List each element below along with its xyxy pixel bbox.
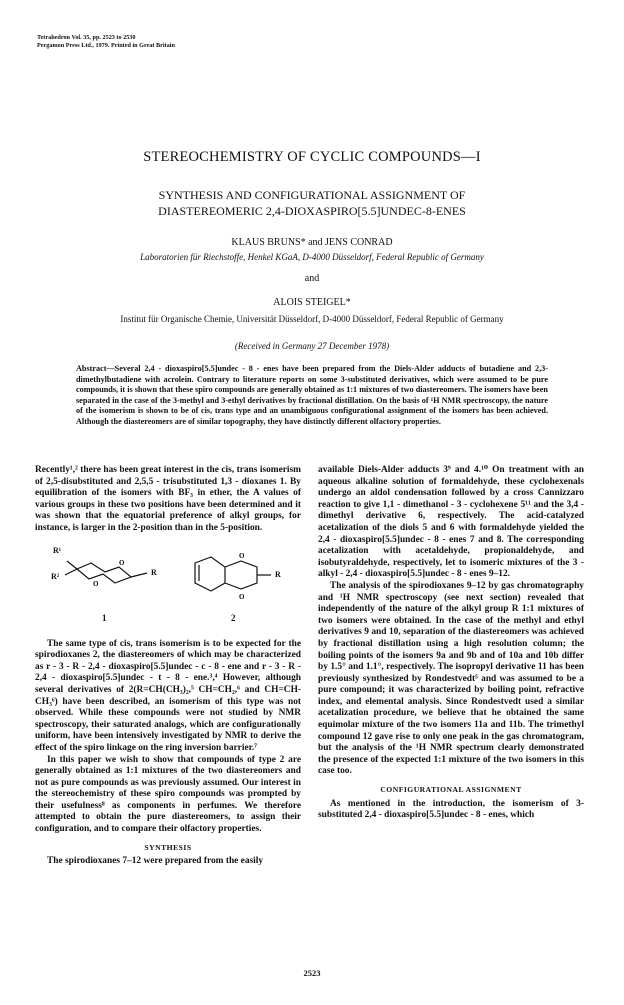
- publisher-line: Pergamon Press Ltd., 1979. Printed in Great Britain: [37, 41, 175, 49]
- structure-1-oxygen-b: O: [119, 558, 125, 567]
- structure-1-number: 1: [102, 612, 107, 623]
- left-paragraph-3: In this paper we wish to show that compounds of type 2 are generally obtained as 1:1 mixtures of the two diastereomers and not as pure compounds as was previously assumed. Our interest in the stereochemistry of these spiro compounds was prompted by their usefulness⁸ as components in perfumes. We therefore attempted to obtain the pure diastereomers, to assign their configuration, and to compare their olfactory properties.: [35, 754, 301, 835]
- right-column: [318, 465, 584, 822]
- article-subtitle: [0, 187, 624, 219]
- right-paragraph-3: As mentioned in the introduction, the isomerism of 3-substituted 2,4 - dioxaspiro[5.5]undec - 8 - enes, which: [318, 798, 584, 821]
- affiliation-primary: Laboratorien für Riechstoffe, Henkel KGaA, D-4000 Düsseldorf, Federal Republic of Germany: [140, 252, 484, 262]
- section-heading-synthesis: SYNTHESIS: [144, 842, 192, 852]
- left-paragraph-2: The same type of cis, trans isomerism is to be expected for the spirodioxanes 2, the diastereomers of which may be characterized as r - 3 - R - 2,4 - dioxaspiro[5.5]undec - c - 8 - ene and r - 3 - R - 2,4 - dioxaspiro[5.5]undec - t - 8 - ene.³,⁴ However, although several derivatives of 2(R=CH(CH₃)₂,⁵ CH=CH₂,⁶ and CH=CH-CH₃⁶) have been described, an isomerism of this type was not observed. While these compounds were not studied by NMR spectroscopy, their saturated analogs, which are configurationally uniform, have been intensively investigated by NMR to derive the effect of the spiro linkage on the ring inversion barrier.⁷: [35, 638, 301, 753]
- structure-1-r1-label: R¹: [53, 545, 62, 555]
- affiliation-secondary: Institut für Organische Chemie, Universität Düsseldorf, D-4000 Düsseldorf, Federal Republic of Germany: [120, 314, 504, 324]
- left-column: [35, 465, 301, 868]
- structure-2-r-label: R: [275, 569, 281, 579]
- authors-primary: KLAUS BRUNS* and JENS CONRAD: [231, 237, 393, 248]
- left-paragraph-4: The spirodioxanes 7–12 were prepared from the easily: [47, 856, 264, 867]
- structure-1-r2-label: R²: [51, 571, 60, 581]
- structure-1-r-label: R: [151, 567, 157, 577]
- abstract-lead: Abstract: [76, 364, 107, 373]
- left-paragraph-1: Recently¹,² there has been great interest in the cis, trans isomerism of 2,5-disubstituted and 2,5,5 - trisubstituted 1,3 - dioxanes 1. By equilibration of the isomers with BF₃ in ether, the A values of various groups in these two positions have been determined and it was shown that the equatorial preference of alkyl groups, for instance, is larger in the 2-position than in the 5-position.: [35, 465, 301, 533]
- journal-citation: Tetrahedron Vol. 35, pp. 2523 to 2530: [37, 34, 136, 41]
- received-date: (Received in Germany 27 December 1978): [234, 341, 390, 351]
- structure-2-number: 2: [231, 612, 236, 623]
- structure-2-oxygen-b: O: [239, 592, 245, 601]
- and-separator: and: [304, 273, 320, 284]
- article-title: STEREOCHEMISTRY OF CYCLIC COMPOUNDS—I: [143, 149, 481, 165]
- structures-figure: [35, 539, 301, 637]
- abstract-text: —Several 2,4 - dioxaspiro[5.5]undec - 8 - enes have been prepared from the Diels-Alder adducts of butadiene and 2,3-dimethylbutadiene with acrolein. Contrary to literature reports on some 3-substituted derivatives, which were assumed to be pure compounds, it is shown that these spiro compounds are generally obtained as 1:1 mixtures of two diastereomers. The isomers have been separated in the case of the 3-methyl and 3-ethyl derivatives by fractional distillation. On the basis of ¹H NMR spectroscopy, the nature of the isomerism is shown to be of cis, trans type and an unambiguous configurational assignment of the isomers has been achieved. Although the diastereomers are of similar topography, they have distinctly different olfactory properties.: [76, 364, 548, 426]
- section-heading-configurational: CONFIGURATIONAL ASSIGNMENT: [380, 785, 522, 795]
- right-paragraph-2: The analysis of the spirodioxanes 9–12 by gas chromatography and ¹H NMR spectroscopy (see next section) revealed that independently of the nature of the alkyl group R 1:1 mixtures of two isomers were obtained. In the case of the methyl and ethyl derivatives 9 and 10, separation of the diastereomers was achieved by fractional distillation using a high resolution column; the boiling points of the isomers 9a and 9b and of 10a and 10b differ by 1.5° and 1.1°, respectively. The isopropyl derivative 11 has been previously synthesized by Rondestvedt⁵ and was assumed to be a pure compound; it was characterized by boiling point, refractive index, and elemental analysis. Since Rondestvedt used a similar acetalization procedure, we believe that he obtained the same equimolar mixture of the two isomers 11a and 11b. The trimethyl compound 12 gave rise to only one peak in the gas chromatogram, but the analysis of the ¹H NMR spectrum clearly demonstrated the presence of the expected 1:1 mixture of the two isomers in this case too.: [318, 580, 584, 777]
- page-number: 2523: [303, 968, 321, 978]
- authors-secondary: ALOIS STEIGEL*: [273, 297, 351, 308]
- structure-drawings: [35, 539, 301, 615]
- journal-header: [37, 34, 175, 49]
- structure-1-oxygen-a: O: [93, 579, 99, 588]
- abstract: [76, 364, 548, 427]
- structure-1-diagram: [65, 558, 147, 583]
- right-paragraph-1: available Diels-Alder adducts 3⁹ and 4.¹⁰ On treatment with an aqueous alkaline solution of formaldehyde, these cyclohexenals undergo an aldol condensation followed by a cross Cannizzaro reaction to give 1,1 - dimethanol - 3 - cyclohexene 5¹¹ and the 3,4 - dimethyl derivative 6, respectively. The acid-catalyzed acetalization of the diols 5 and 6 with formaldehyde yielded the 2,4 - dioxaspiro[5.5]undec - 8 - enes 7 and 8. The corresponding acetalization with acetaldehyde, propionaldehyde, and isobutyraldehyde, respectively, let to isomeric mixtures of the 3 - alkyl - 2,4 - dioxaspiro[5.5]undec - 8 - enes 9–12.: [318, 465, 584, 580]
- structure-2-diagram: [195, 557, 271, 591]
- subtitle-line-1: SYNTHESIS AND CONFIGURATIONAL ASSIGNMENT OF: [158, 188, 466, 202]
- structure-2-oxygen-a: O: [239, 551, 245, 560]
- subtitle-line-2: DIASTEREOMERIC 2,4-DIOXASPIRO[5.5]UNDEC-8-ENES: [158, 204, 466, 218]
